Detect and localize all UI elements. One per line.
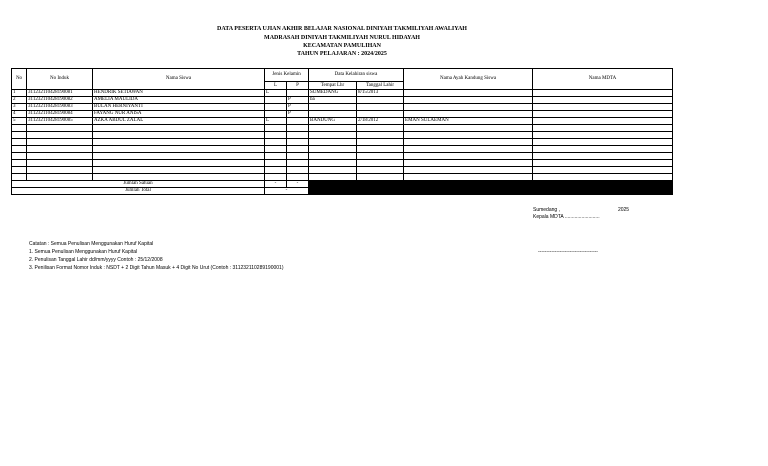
note-3: 3. Penilisan Format Nomor Induk : NSDT + 2 Digit Tahun Masuk + 4 Digit No Urut (Contoh : 311232110289190001) <box>29 265 284 271</box>
row-no-induk <box>27 139 93 146</box>
table-row <box>12 111 673 118</box>
row-jk-l <box>265 132 287 139</box>
row-tanggal-lahir <box>357 167 404 174</box>
jumlah-total-label: Jumlah Total <box>12 188 265 195</box>
row-nama-mdta <box>533 139 673 146</box>
row-jk-p <box>287 118 309 125</box>
notes-block <box>29 240 284 272</box>
table-row <box>12 174 673 181</box>
row-jk-p <box>287 132 309 139</box>
row-jk-l <box>265 104 287 111</box>
row-jk-p <box>287 125 309 132</box>
table-row <box>12 104 673 111</box>
row-no <box>12 153 27 160</box>
row-no-induk: 311232110428190081 <box>27 90 93 97</box>
col-header-nama-siswa: Nama Siswa <box>93 69 265 90</box>
row-jk-l <box>265 111 287 118</box>
row-nama-mdta <box>533 146 673 153</box>
table-row <box>12 153 673 160</box>
row-no-induk: 311232110428190084 <box>27 111 93 118</box>
table-row <box>12 146 673 153</box>
row-nama-ayah <box>404 97 533 104</box>
jumlah-satuan-row <box>12 181 673 188</box>
participant-table <box>11 68 673 195</box>
row-jk-p <box>287 90 309 97</box>
row-nama-siswa <box>93 125 265 132</box>
signature-year: 2025 <box>617 207 630 213</box>
signature-place: Sumedang , <box>533 207 560 213</box>
row-jk-p <box>287 139 309 146</box>
row-tempat-lahir <box>309 167 357 174</box>
row-nama-ayah <box>404 132 533 139</box>
row-nama-mdta <box>533 111 673 118</box>
title-line-2: MADRASAH DINIYAH TAKMILIYAH NURUL HIDAYAH <box>264 35 420 41</box>
row-jk-p: P <box>287 104 309 111</box>
row-tanggal-lahir: 8/15/2013 <box>357 90 404 97</box>
table-row <box>12 125 673 132</box>
row-no-induk <box>27 132 93 139</box>
row-jk-l <box>265 153 287 160</box>
row-nama-siswa: BULAN HERNIYANTI <box>93 104 265 111</box>
row-nama-siswa <box>93 146 265 153</box>
row-tempat-lahir <box>309 160 357 167</box>
row-jk-l <box>265 167 287 174</box>
row-no-induk: 311232110428190085 <box>27 118 93 125</box>
row-no <box>12 132 27 139</box>
row-nama-ayah <box>404 111 533 118</box>
col-header-no-induk: No Induk <box>27 69 93 90</box>
row-tanggal-lahir <box>357 111 404 118</box>
row-no: 3 <box>12 104 27 111</box>
jumlah-total-row <box>12 188 673 195</box>
table-row <box>12 139 673 146</box>
row-nama-ayah <box>404 139 533 146</box>
row-tempat-lahir <box>309 125 357 132</box>
col-header-tempat-lahir: Tempat Lhr <box>309 82 357 90</box>
row-tanggal-lahir <box>357 174 404 181</box>
row-nama-siswa <box>93 132 265 139</box>
table-row <box>12 167 673 174</box>
row-nama-ayah <box>404 153 533 160</box>
row-tempat-lahir <box>309 153 357 160</box>
row-nama-ayah <box>404 146 533 153</box>
jumlah-satuan-l: - <box>265 181 287 188</box>
col-header-no: No <box>12 69 27 90</box>
row-jk-p <box>287 167 309 174</box>
row-tempat-lahir <box>309 139 357 146</box>
row-tempat-lahir <box>309 132 357 139</box>
row-nama-siswa: AZKA ABDUL ZALAL <box>93 118 265 125</box>
row-nama-ayah <box>404 174 533 181</box>
row-no-induk: 311232110428190082 <box>27 97 93 104</box>
title-line-1: DATA PESERTA UJIAN AKHIR BELAJAR NASIONAL DINIYAH TAKMILIYAH AWALIYAH <box>217 26 467 32</box>
row-tanggal-lahir <box>357 132 404 139</box>
jumlah-satuan-label: Jumlah Satuan <box>12 181 265 188</box>
row-tanggal-lahir <box>357 139 404 146</box>
blacked-out-cell <box>309 188 673 195</box>
row-tanggal-lahir <box>357 153 404 160</box>
row-tempat-lahir <box>309 111 357 118</box>
row-nama-mdta <box>533 118 673 125</box>
row-tanggal-lahir <box>357 125 404 132</box>
row-no-induk <box>27 146 93 153</box>
row-nama-siswa: FAYANG NUR ANISA <box>93 111 265 118</box>
col-header-l: L <box>265 82 287 90</box>
row-jk-l: L <box>265 118 287 125</box>
table-row <box>12 90 673 97</box>
signature-line: ------------------------------------ <box>538 249 598 255</box>
row-no <box>12 139 27 146</box>
row-tempat-lahir: SUMEDANG <box>309 90 357 97</box>
row-nama-ayah <box>404 90 533 97</box>
row-tempat-lahir <box>309 104 357 111</box>
row-no-induk <box>27 167 93 174</box>
row-tempat-lahir <box>309 174 357 181</box>
row-nama-mdta <box>533 125 673 132</box>
row-no <box>12 146 27 153</box>
row-tanggal-lahir <box>357 104 404 111</box>
row-nama-mdta <box>533 132 673 139</box>
row-no <box>12 174 27 181</box>
row-no-induk <box>27 174 93 181</box>
notes-title: Catatan : Semua Penulisan Menggunakan Huruf Kapital <box>29 241 154 247</box>
note-2: 2. Penulisan Tanggal Lahir dd/mm/yyyy Contoh : 25/12/2008 <box>29 257 163 263</box>
row-nama-ayah: EMAN SULAEMAN <box>404 118 533 125</box>
row-jk-p: P <box>287 97 309 104</box>
row-nama-mdta <box>533 90 673 97</box>
row-no-induk <box>27 125 93 132</box>
row-nama-ayah <box>404 160 533 167</box>
row-jk-l <box>265 97 287 104</box>
row-jk-p <box>287 160 309 167</box>
row-nama-mdta <box>533 167 673 174</box>
signature-kepala: Kepala MDTA ......................... <box>533 214 600 220</box>
col-header-data-kelahiran: Data Kelahiran siswa <box>309 69 404 82</box>
row-tanggal-lahir <box>357 160 404 167</box>
row-no <box>12 160 27 167</box>
table-row <box>12 118 673 125</box>
row-tempat-lahir <box>309 146 357 153</box>
table-row <box>12 97 673 104</box>
row-tanggal-lahir <box>357 97 404 104</box>
row-tanggal-lahir <box>357 146 404 153</box>
signature-block <box>533 207 629 221</box>
row-no-induk: 311232110428190083 <box>27 104 93 111</box>
col-header-tanggal-lahir: Tanggal Lahir <box>357 82 404 90</box>
row-nama-siswa: HENDRIK SETIAWAN <box>93 90 265 97</box>
row-nama-ayah <box>404 125 533 132</box>
row-nama-siswa <box>93 160 265 167</box>
row-jk-p: P <box>287 111 309 118</box>
row-no <box>12 125 27 132</box>
row-jk-l <box>265 174 287 181</box>
jumlah-total-value: - <box>265 188 309 195</box>
row-jk-l <box>265 160 287 167</box>
row-no-induk <box>27 160 93 167</box>
row-no: 4 <box>12 111 27 118</box>
jumlah-satuan-p: - <box>287 181 309 188</box>
col-header-p: P <box>287 82 309 90</box>
row-jk-l <box>265 146 287 153</box>
row-nama-mdta <box>533 160 673 167</box>
row-nama-siswa <box>93 139 265 146</box>
row-no-induk <box>27 153 93 160</box>
row-tanggal-lahir: 2/18/2012 <box>357 118 404 125</box>
row-no: 1 <box>12 90 27 97</box>
row-no <box>12 167 27 174</box>
row-nama-ayah <box>404 104 533 111</box>
row-nama-mdta <box>533 97 673 104</box>
row-nama-mdta <box>533 153 673 160</box>
title-line-4: TAHUN PELAJARAN : 2024/2025 <box>297 51 387 57</box>
row-jk-l <box>265 139 287 146</box>
row-nama-mdta <box>533 104 673 111</box>
row-nama-mdta <box>533 174 673 181</box>
row-jk-l: L <box>265 90 287 97</box>
row-nama-siswa <box>93 167 265 174</box>
row-tempat-lahir: BANDUNG <box>309 118 357 125</box>
row-nama-siswa <box>93 174 265 181</box>
row-no: 5 <box>12 118 27 125</box>
note-1: 1. Semua Penulisan Menggunakan Huruf Kapital <box>29 249 138 255</box>
table-body <box>12 90 673 181</box>
row-no: 2 <box>12 97 27 104</box>
row-tempat-lahir: ba <box>309 97 357 104</box>
title-line-3: KECAMATAN PAMULIHAN <box>303 43 381 49</box>
row-nama-ayah <box>404 167 533 174</box>
col-header-jenis-kelamin: Jenis Kelamin <box>265 69 309 82</box>
col-header-nama-mdta: Nama MDTA <box>533 69 673 90</box>
row-jk-l <box>265 125 287 132</box>
col-header-nama-ayah: Nama Ayah Kandung Siswa <box>404 69 533 90</box>
table-row <box>12 132 673 139</box>
row-nama-siswa: AMELIA MAULIDA <box>93 97 265 104</box>
blacked-out-cell <box>309 181 673 188</box>
table-row <box>12 160 673 167</box>
row-jk-p <box>287 153 309 160</box>
row-nama-siswa <box>93 153 265 160</box>
row-jk-p <box>287 174 309 181</box>
row-jk-p <box>287 146 309 153</box>
